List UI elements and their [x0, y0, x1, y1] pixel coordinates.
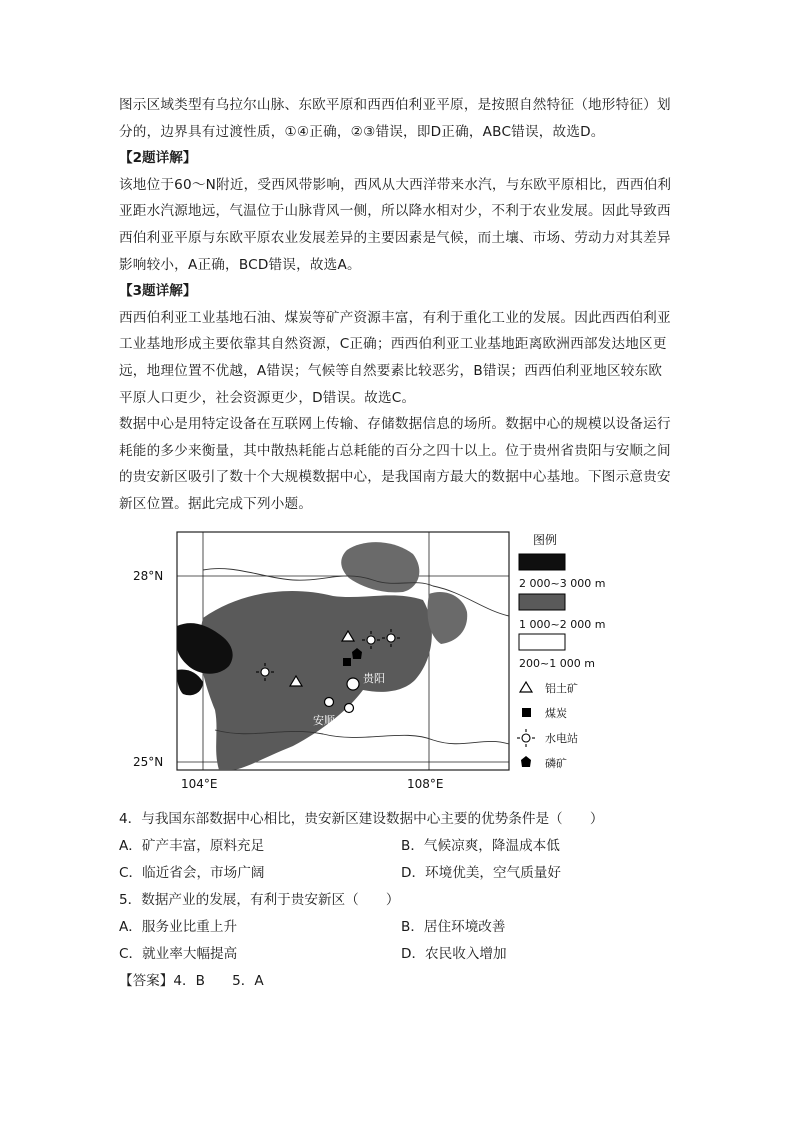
legend-coal-label: 煤炭 — [545, 706, 567, 720]
explanation-2-line-2: 亚距水汽源地远，气温位于山脉背风一侧，所以降水相对少，不利于农业发展。因此导致西 — [119, 203, 671, 220]
legend-bauxite-label: 铝土矿 — [545, 681, 578, 695]
material-line-2: 耗能的多少来衡量，其中散热耗能占总耗能的百分之四十以上。位于贵州省贵阳与安顺之间 — [119, 442, 671, 459]
explanation-2-line-1: 该地位于60～N附近，受西风带影响，西风从大西洋带来水汽，与东欧平原相比，西西伯利 — [119, 176, 672, 193]
material-line-1: 数据中心是用特定设备在互联网上传输、存储数据信息的场所。数据中心的规模以设备运行 — [119, 416, 671, 433]
legend-bauxite-icon — [520, 682, 532, 692]
explanation-3-line-3: 远，地理位置不优越，A错误；气候等自然要素比较恶劣，B错误；西西伯利亚地区较东欧 — [119, 362, 663, 379]
explanation-2-line-3: 西伯利亚平原与东欧平原农业发展差异的主要因素是气候，而土壤、市场、劳动力对其差异 — [119, 229, 671, 246]
anshun-marker — [325, 697, 334, 706]
question-5-options-row-1 — [119, 914, 679, 941]
heading-q3-explanation: 【3题详解】 — [119, 283, 197, 300]
q4-option-a: A．矿产丰富，原料充足 — [119, 837, 265, 854]
legend-hydro-label: 水电站 — [545, 731, 578, 745]
material-line-4: 新区位置。据此完成下列小题。 — [119, 495, 313, 512]
legend-mid-label: 1 000~2 000 m — [519, 617, 606, 631]
explanation-3-line-1: 西西伯利亚工业基地石油、煤炭等矿产资源丰富，有利于重化工业的发展。因此西西伯利亚 — [119, 309, 671, 326]
lon-104-label: 104°E — [181, 776, 218, 791]
explanation-1-line-1: 图示区域类型有乌拉尔山脉、东欧平原和西西伯利亚平原，是按照自然特征（地形特征）划 — [119, 97, 671, 113]
legend-mid-swatch — [519, 594, 565, 610]
guiyang-label: 贵阳 — [363, 671, 385, 685]
map-figure — [133, 530, 633, 800]
question-4-options-row-2 — [119, 860, 679, 887]
legend-high-label: 2 000~3 000 m — [519, 576, 606, 590]
legend-hydro-icon — [517, 729, 535, 747]
question-4-options-row-1 — [119, 833, 679, 860]
explanation-3-line-2: 工业基地形成主要依靠其自然资源，C正确；西西伯利亚工业基地距离欧洲西部发达地区更 — [119, 336, 667, 353]
material-line-3: 的贵安新区吸引了数十个大规模数据中心，是我国南方最大的数据中心基地。下图示意贵安 — [119, 469, 671, 486]
question-4-stem: 4．与我国东部数据中心相比，贵安新区建设数据中心主要的优势条件是（ ） — [119, 810, 604, 827]
legend-high-swatch — [519, 554, 565, 570]
explanation-2-line-4: 影响较小，A正确，BCD错误，故选A。 — [119, 256, 361, 273]
question-5-options-row-2 — [119, 941, 679, 968]
q4-option-b: B．气候凉爽，降温成本低 — [401, 837, 560, 854]
explanation-1-line-2: 分的，边界具有过渡性质，①④正确，②③错误，即D正确，ABC错误，故选D。 — [119, 123, 605, 140]
q4-option-c: C．临近省会，市场广阔 — [119, 864, 265, 881]
q5-option-d: D．农民收入增加 — [401, 945, 507, 962]
legend-phosphate-label: 磷矿 — [545, 756, 567, 770]
qingzhen-label: 清镇 — [357, 699, 379, 713]
guian-location-map — [133, 530, 633, 800]
legend-low-label: 200~1 000 m — [519, 656, 595, 670]
anshun-label: 安顺 — [313, 713, 335, 727]
document-page — [119, 92, 679, 995]
legend-low-swatch — [519, 634, 565, 650]
answer-line: 【答案】4．B 5．A — [119, 972, 264, 989]
legend-title: 图例 — [533, 532, 558, 547]
legend-coal-icon — [522, 708, 531, 717]
lat-28-label: 28°N — [133, 568, 164, 583]
q5-option-c: C．就业率大幅提高 — [119, 945, 238, 962]
heading-q2-explanation: 【2题详解】 — [119, 150, 197, 167]
legend-phosphate-icon — [521, 756, 531, 767]
q5-option-b: B．居住环境改善 — [401, 918, 506, 935]
coal-symbol — [343, 658, 351, 666]
q5-option-a: A．服务业比重上升 — [119, 918, 238, 935]
explanation-3-line-4: 平原人口更少，社会资源更少，D错误。故选C。 — [119, 389, 416, 406]
question-5-stem: 5．数据产业的发展，有利于贵安新区（ ） — [119, 891, 400, 908]
q4-option-d: D．环境优美，空气质量好 — [401, 864, 561, 881]
guiyang-marker — [347, 678, 359, 690]
qingzhen-marker — [345, 703, 354, 712]
lat-25-label: 25°N — [133, 754, 164, 769]
lon-108-label: 108°E — [407, 776, 444, 791]
